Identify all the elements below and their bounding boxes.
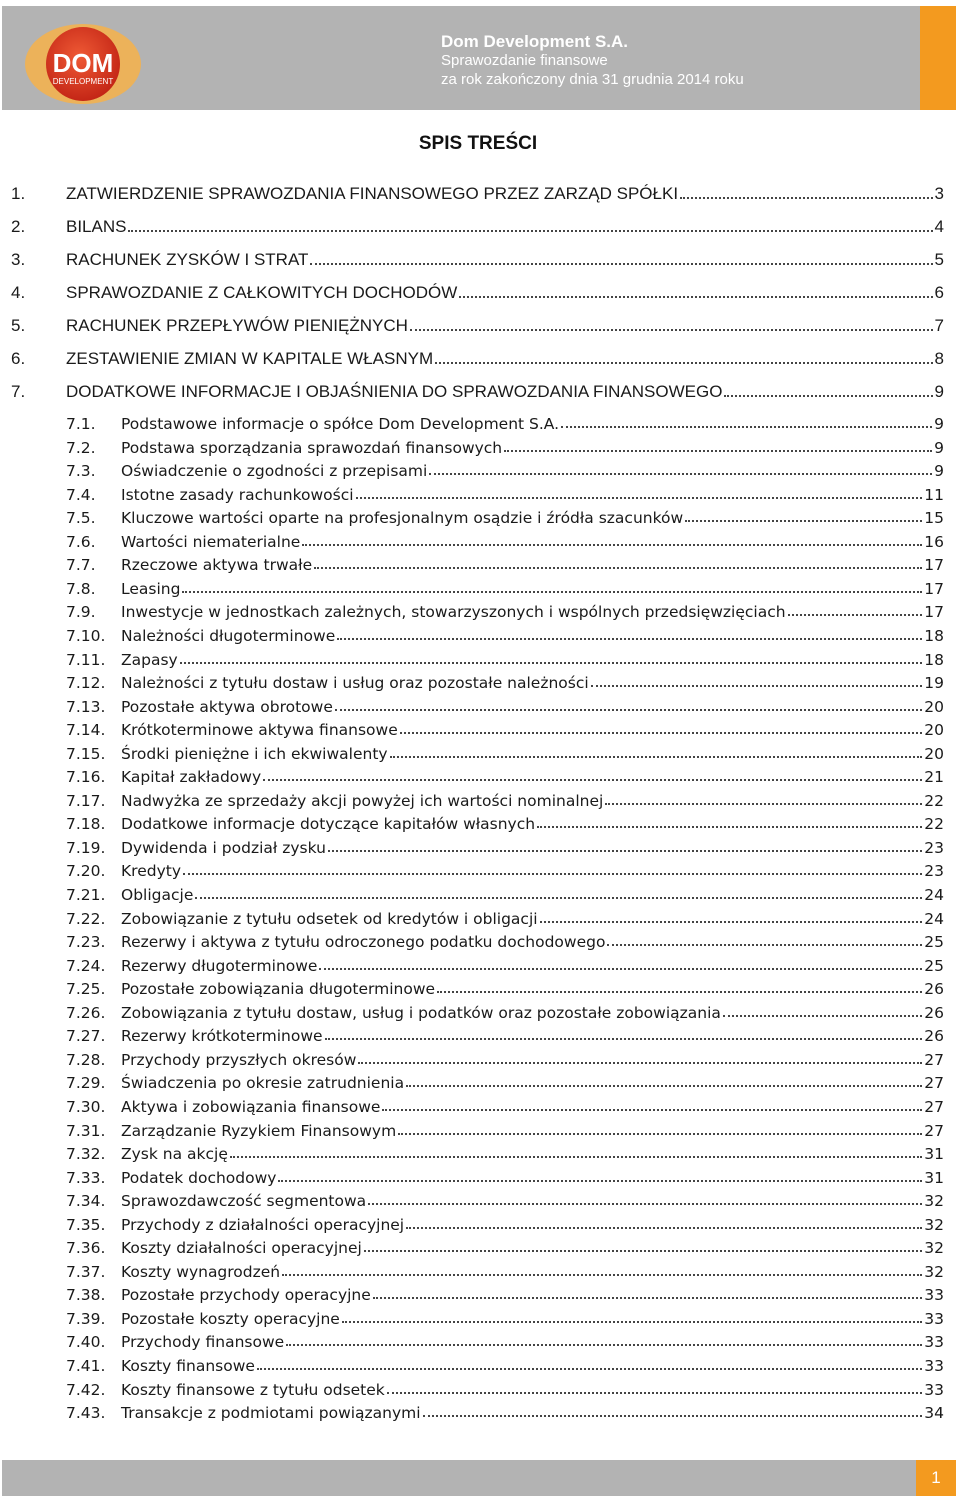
- toc-entry-label: Kredyty: [121, 862, 181, 881]
- toc-entry-number: 7.11.: [66, 650, 106, 669]
- toc-dot-leader: [591, 683, 923, 687]
- toc-entry-number: 7.37.: [66, 1262, 106, 1281]
- toc-entry-page: 8: [934, 349, 944, 368]
- toc-entry[interactable]: [11, 316, 944, 336]
- toc-entry-number: 7.43.: [66, 1404, 106, 1423]
- svg-text:DEVELOPMENT: DEVELOPMENT: [52, 77, 114, 86]
- toc-entry-page: 17: [924, 556, 944, 575]
- toc-entry-label: Pozostałe zobowiązania długoterminowe: [121, 980, 436, 999]
- toc-entry-number: 7.20.: [66, 862, 106, 881]
- toc-dot-leader: [429, 471, 932, 475]
- toc-entry-label: ZESTAWIENIE ZMIAN W KAPITALE WŁASNYM: [66, 349, 434, 368]
- toc-entry[interactable]: [66, 627, 944, 645]
- toc-dot-leader: [459, 294, 932, 298]
- toc-entry-page: 23: [924, 838, 944, 857]
- toc-entry[interactable]: [66, 1310, 944, 1328]
- toc-entry-number: 7.33.: [66, 1168, 106, 1187]
- toc-entry-page: 17: [924, 579, 944, 598]
- toc-entry-label: Dodatkowe informacje dotyczące kapitałów własnych: [121, 815, 536, 834]
- toc-entry-label: Transakcje z podmiotami powiązanymi: [121, 1404, 421, 1423]
- toc-entry-number: 7.21.: [66, 886, 106, 904]
- toc-dot-leader: [195, 895, 922, 899]
- toc-entry-label: Środki pieniężne i ich ekwiwalenty: [121, 744, 388, 763]
- toc-entry[interactable]: [66, 768, 944, 786]
- toc-entry[interactable]: [11, 217, 944, 237]
- toc-entry[interactable]: [66, 603, 944, 621]
- toc-dot-leader: [390, 754, 923, 758]
- toc-entry-number: 7.26.: [66, 1003, 106, 1022]
- toc-dot-leader: [387, 1390, 923, 1394]
- toc-entry-number: 7.23.: [66, 933, 106, 952]
- toc-dot-leader: [364, 1248, 922, 1252]
- toc-entry-number: 7.10.: [66, 626, 106, 645]
- toc-entry-label: Rzeczowe aktywa trwałe: [121, 556, 313, 575]
- toc-entry-page: 22: [924, 791, 944, 810]
- toc-dot-leader: [605, 801, 922, 805]
- toc-entry-label: Rezerwy i aktywa z tytułu odroczonego podatku dochodowego: [121, 933, 606, 952]
- toc-entry-label: Nadwyżka ze sprzedaży akcji powyżej ich wartości nominalnej: [121, 791, 604, 810]
- toc-entry[interactable]: [66, 721, 944, 739]
- toc-dot-leader: [788, 612, 923, 616]
- toc-entry-page: 9: [934, 382, 944, 401]
- toc-entry-number: 7.3.: [66, 462, 96, 481]
- toc-entry-page: 11: [924, 485, 944, 504]
- toc-entry-number: 7.4.: [66, 485, 96, 504]
- toc-entry-number: 7.18.: [66, 815, 106, 834]
- toc-entry[interactable]: [66, 1027, 944, 1045]
- document-type: Sprawozdanie finansowe: [441, 52, 608, 69]
- toc-dot-leader: [400, 730, 923, 734]
- toc-entry-page: 33: [924, 1380, 944, 1399]
- toc-entry-page: 25: [924, 933, 944, 952]
- toc-entry-page: 33: [924, 1357, 944, 1375]
- toc-entry-label: Zobowiązanie z tytułu odsetek od kredytów i obligacji: [121, 909, 538, 928]
- toc-entry[interactable]: [11, 184, 944, 204]
- toc-entry-label: Rezerwy krótkoterminowe: [121, 1027, 323, 1046]
- toc-entry-page: 24: [924, 886, 944, 904]
- toc-dot-leader: [314, 565, 922, 569]
- toc-dot-leader: [342, 1319, 922, 1323]
- toc-entry[interactable]: [11, 382, 944, 402]
- toc-entry[interactable]: [66, 1216, 944, 1234]
- toc-entry[interactable]: [66, 1404, 944, 1422]
- toc-entry-label: RACHUNEK ZYSKÓW I STRAT: [66, 250, 309, 269]
- toc-entry-number: 7.40.: [66, 1333, 106, 1352]
- svg-text:DOM: DOM: [52, 48, 114, 78]
- header-accent-bar: [920, 6, 956, 110]
- toc-dot-leader: [310, 261, 932, 265]
- toc-entry-number: 7.24.: [66, 956, 106, 975]
- toc-entry-number: 1.: [11, 184, 26, 203]
- toc-entry-page: 32: [924, 1239, 944, 1258]
- toc-entry-number: 7.19.: [66, 838, 106, 857]
- toc-entry-page: 25: [924, 956, 944, 975]
- toc-dot-leader: [302, 542, 922, 546]
- toc-entry-page: 9: [934, 415, 944, 433]
- toc-entry-label: Świadczenia po okresie zatrudnienia: [121, 1074, 405, 1093]
- toc-entry[interactable]: [66, 556, 944, 574]
- toc-dot-leader: [278, 1178, 922, 1182]
- toc-entry[interactable]: [66, 651, 944, 669]
- toc-entry[interactable]: [66, 910, 944, 928]
- toc-dot-leader: [325, 1036, 923, 1040]
- toc-dot-leader: [410, 327, 933, 331]
- toc-entry[interactable]: [66, 1286, 944, 1304]
- toc-dot-leader: [685, 518, 922, 522]
- toc-entry-label: Pozostałe przychody operacyjne: [121, 1286, 371, 1305]
- toc-entry[interactable]: [66, 792, 944, 810]
- toc-entry-label: Krótkoterminowe aktywa finansowe: [121, 721, 398, 740]
- toc-entry-label: Koszty wynagrodzeń: [121, 1262, 281, 1281]
- toc-entry-page: 33: [924, 1333, 944, 1352]
- toc-entry-page: 27: [924, 1097, 944, 1116]
- toc-entry-label: Dywidenda i podział zysku: [121, 838, 326, 857]
- toc-entry-label: Leasing: [121, 579, 181, 598]
- toc-dot-leader: [230, 1154, 922, 1158]
- toc-entry[interactable]: [11, 349, 944, 369]
- toc-entry-number: 4.: [11, 283, 26, 302]
- toc-entry-page: 9: [934, 462, 944, 481]
- toc-entry-page: 24: [924, 909, 944, 928]
- toc-entry-label: Pozostałe koszty operacyjne: [121, 1309, 340, 1328]
- toc-dot-leader: [286, 1342, 922, 1346]
- page-header: [2, 6, 956, 110]
- toc-entry-label: Przychody z działalności operacyjnej: [121, 1215, 405, 1234]
- toc-dot-leader: [358, 1060, 922, 1064]
- toc-entry-label: Obligacje: [121, 886, 194, 904]
- toc-entry-label: RACHUNEK PRZEPŁYWÓW PIENIĘŻNYCH: [66, 316, 408, 335]
- toc-dot-leader: [435, 360, 932, 364]
- toc-entry[interactable]: [66, 486, 944, 504]
- toc-entry[interactable]: [66, 980, 944, 998]
- toc-entry-label: Sprawozdawczość segmentowa: [121, 1192, 367, 1211]
- toc-entry[interactable]: [66, 1145, 944, 1163]
- toc-entry-label: Koszty finansowe z tytułu odsetek: [121, 1380, 385, 1399]
- toc-dot-leader: [540, 919, 923, 923]
- toc-entry-number: 7.29.: [66, 1074, 106, 1093]
- toc-entry[interactable]: [66, 1381, 944, 1399]
- toc-dot-leader: [437, 989, 922, 993]
- toc-entry[interactable]: [66, 1074, 944, 1092]
- toc-dot-leader: [356, 495, 923, 499]
- toc-entry-number: 7.34.: [66, 1192, 106, 1211]
- toc-entry[interactable]: [66, 533, 944, 551]
- toc-entry-number: 5.: [11, 316, 26, 335]
- toc-entry-number: 7.38.: [66, 1286, 106, 1305]
- toc-entry-label: Rezerwy długoterminowe: [121, 956, 318, 975]
- toc-dot-leader: [406, 1225, 922, 1229]
- toc-dot-leader: [182, 589, 922, 593]
- toc-dot-leader: [504, 448, 932, 452]
- header-text: [441, 32, 744, 89]
- toc-entry-page: 4: [934, 217, 944, 236]
- toc-entry-page: 31: [924, 1145, 944, 1164]
- toc-entry-label: Zapasy: [121, 650, 178, 669]
- toc-entry[interactable]: [66, 839, 944, 857]
- toc-entry-label: Pozostałe aktywa obrotowe: [121, 697, 333, 716]
- toc-entry-number: 7.8.: [66, 579, 96, 598]
- toc-entry-number: 7.17.: [66, 791, 106, 810]
- toc-entry-page: 27: [924, 1050, 944, 1069]
- toc-entry[interactable]: [66, 509, 944, 527]
- toc-dot-leader: [561, 424, 932, 428]
- toc-entry[interactable]: [66, 462, 944, 480]
- toc-entry-number: 7.14.: [66, 721, 106, 740]
- toc-dot-leader: [382, 1107, 922, 1111]
- toc-dot-leader: [423, 1413, 923, 1417]
- toc-entry-page: 6: [934, 283, 944, 302]
- toc-entry-page: 32: [924, 1192, 944, 1211]
- toc-entry-label: ZATWIERDZENIE SPRAWOZDANIA FINANSOWEGO PRZEZ ZARZĄD SPÓŁKI: [66, 184, 679, 203]
- toc-dot-leader: [319, 966, 922, 970]
- toc-entry-label: Koszty działalności operacyjnej: [121, 1239, 362, 1258]
- toc-entry[interactable]: [66, 439, 944, 457]
- toc-entry-page: 31: [924, 1168, 944, 1187]
- toc-entry-label: DODATKOWE INFORMACJE I OBJAŚNIENIA DO SPRAWOZDANIA FINANSOWEGO: [66, 382, 723, 401]
- toc-entry[interactable]: [66, 415, 944, 433]
- toc-entry-label: Wartości niematerialne: [121, 532, 301, 551]
- toc-entry-page: 32: [924, 1262, 944, 1281]
- toc-entry[interactable]: [66, 1098, 944, 1116]
- toc-entry-number: 7.7.: [66, 556, 96, 575]
- toc-entry-number: 7.22.: [66, 909, 106, 928]
- toc-entry[interactable]: [66, 1333, 944, 1351]
- toc-entry-page: 20: [924, 721, 944, 740]
- toc-entry-label: Przychody finansowe: [121, 1333, 285, 1352]
- toc-entry-label: Inwestycje w jednostkach zależnych, stowarzyszonych i wspólnych przedsięwzięciach: [121, 603, 786, 622]
- toc-dot-leader: [183, 871, 922, 875]
- toc-entry-number: 6.: [11, 349, 26, 368]
- toc-dot-leader: [337, 636, 922, 640]
- toc-dot-leader: [282, 1272, 922, 1276]
- toc-entry-page: 9: [934, 438, 944, 457]
- toc-entry-label: Oświadczenie o zgodności z przepisami: [121, 462, 428, 481]
- toc-dot-leader: [368, 1201, 922, 1205]
- toc-entry-number: 7.30.: [66, 1097, 106, 1116]
- toc-entry-number: 7.15.: [66, 744, 106, 763]
- toc-entry-label: Kluczowe wartości oparte na profesjonalnym osądzie i źródła szacunków: [121, 509, 684, 528]
- toc-entry-page: 17: [924, 603, 944, 622]
- toc-entry-label: Zobowiązania z tytułu dostaw, usług i podatków oraz pozostałe zobowiązania: [121, 1003, 721, 1022]
- toc-entry-number: 7.5.: [66, 509, 96, 528]
- toc-entry-number: 7.41.: [66, 1357, 106, 1375]
- toc-entry[interactable]: [66, 698, 944, 716]
- toc-entry-page: 26: [924, 1003, 944, 1022]
- reporting-period: za rok zakończony dnia 31 grudnia 2014 roku: [441, 71, 744, 88]
- toc-entry-page: 7: [934, 316, 944, 335]
- toc-entry-number: 7.12.: [66, 674, 106, 693]
- toc-dot-leader: [406, 1083, 922, 1087]
- toc-dot-leader: [680, 195, 932, 199]
- toc-entry-number: 3.: [11, 250, 26, 269]
- toc-entry-label: Podatek dochodowy: [121, 1168, 277, 1187]
- toc-entry-page: 18: [924, 626, 944, 645]
- toc-entry-label: Zysk na akcję: [121, 1145, 228, 1164]
- toc-entry-number: 7.13.: [66, 697, 106, 716]
- toc-dot-leader: [180, 660, 923, 664]
- toc-entry[interactable]: [66, 933, 944, 951]
- toc-entry[interactable]: [66, 815, 944, 833]
- toc-entry[interactable]: [66, 862, 944, 880]
- toc-entry-page: 27: [924, 1074, 944, 1093]
- toc-entry[interactable]: [66, 1192, 944, 1210]
- toc-title: SPIS TREŚCI: [418, 133, 538, 154]
- toc-entry-page: 34: [924, 1404, 944, 1423]
- toc-dot-leader: [335, 707, 922, 711]
- toc-entry-label: Kapitał zakładowy: [121, 768, 262, 787]
- toc-entry-label: SPRAWOZDANIE Z CAŁKOWITYCH DOCHODÓW: [66, 283, 458, 302]
- toc-entry-number: 7.35.: [66, 1215, 106, 1234]
- toc-entry-label: Aktywa i zobowiązania finansowe: [121, 1097, 381, 1116]
- toc-entry[interactable]: [66, 674, 944, 692]
- toc-entry-page: 5: [934, 250, 944, 269]
- toc-entry-number: 7.: [11, 382, 26, 401]
- toc-entry-number: 7.9.: [66, 603, 96, 622]
- toc-entry-number: 7.42.: [66, 1380, 106, 1399]
- toc-entry-label: Należności z tytułu dostaw i usług oraz pozostałe należności: [121, 674, 589, 693]
- page-number: 1: [916, 1460, 956, 1496]
- toc-entry-page: 23: [924, 862, 944, 881]
- toc-entry-number: 7.28.: [66, 1050, 106, 1069]
- toc-entry-number: 7.36.: [66, 1239, 106, 1258]
- toc-entry-page: 3: [934, 184, 944, 203]
- toc-entry-page: 16: [924, 532, 944, 551]
- toc-dot-leader: [724, 393, 932, 397]
- toc-entry-page: 33: [924, 1309, 944, 1328]
- toc-dot-leader: [328, 848, 922, 852]
- toc-entry-page: 26: [924, 980, 944, 999]
- toc-entry-page: 15: [924, 509, 944, 528]
- toc-entry-page: 20: [924, 697, 944, 716]
- toc-entry-label: Przychody przyszłych okresów: [121, 1050, 357, 1069]
- toc-entry[interactable]: [11, 250, 944, 270]
- toc-entry-number: 7.32.: [66, 1145, 106, 1164]
- toc-entry-label: BILANS: [66, 217, 127, 236]
- toc-entry-number: 2.: [11, 217, 26, 236]
- toc-entry-page: 22: [924, 815, 944, 834]
- toc-entry-page: 26: [924, 1027, 944, 1046]
- toc-entry[interactable]: [66, 1169, 944, 1187]
- toc-entry-label: Zarządzanie Ryzykiem Finansowym: [121, 1121, 397, 1140]
- toc-entry-number: 7.6.: [66, 532, 96, 551]
- toc-entry[interactable]: [66, 1263, 944, 1281]
- toc-dot-leader: [128, 228, 932, 232]
- toc-entry-label: Koszty finansowe: [121, 1357, 255, 1375]
- toc-entry-page: 27: [924, 1121, 944, 1140]
- toc-dot-leader: [263, 777, 922, 781]
- toc-entry[interactable]: [66, 1357, 944, 1375]
- toc-entry[interactable]: [66, 580, 944, 598]
- toc-entry-page: 32: [924, 1215, 944, 1234]
- toc-entry-number: 7.25.: [66, 980, 106, 999]
- toc-entry-number: 7.39.: [66, 1309, 106, 1328]
- toc-entry[interactable]: [66, 1004, 944, 1022]
- toc-entry[interactable]: [66, 1051, 944, 1069]
- toc-entry[interactable]: [11, 283, 944, 303]
- toc-dot-leader: [607, 942, 922, 946]
- toc-entry-number: 7.31.: [66, 1121, 106, 1140]
- toc-entry-page: 21: [924, 768, 944, 787]
- toc-dot-leader: [537, 824, 922, 828]
- toc-entry-label: Należności długoterminowe: [121, 626, 336, 645]
- toc-entry[interactable]: [66, 957, 944, 975]
- toc-entry-page: 33: [924, 1286, 944, 1305]
- toc-dot-leader: [723, 1013, 922, 1017]
- toc-dot-leader: [398, 1131, 922, 1135]
- toc-entry[interactable]: [66, 745, 944, 763]
- toc-entry-page: 20: [924, 744, 944, 763]
- toc-entry-number: 7.1.: [66, 415, 96, 433]
- toc-entry[interactable]: [66, 1122, 944, 1140]
- toc-entry-page: 19: [924, 674, 944, 693]
- toc-dot-leader: [257, 1366, 922, 1370]
- toc-entry-page: 18: [924, 650, 944, 669]
- dom-development-logo: [20, 20, 146, 108]
- toc-entry-label: Podstawa sporządzania sprawozdań finansowych: [121, 438, 503, 457]
- toc-entry-number: 7.16.: [66, 768, 106, 787]
- toc-entry-number: 7.27.: [66, 1027, 106, 1046]
- toc-dot-leader: [373, 1295, 922, 1299]
- toc-entry[interactable]: [66, 1239, 944, 1257]
- toc-entry-label: Istotne zasady rachunkowości: [121, 485, 354, 504]
- company-name: Dom Development S.A.: [441, 32, 629, 51]
- toc-entry-number: 7.2.: [66, 438, 96, 457]
- page-footer: [2, 1460, 956, 1496]
- toc-entry-label: Podstawowe informacje o spółce Dom Development S.A.: [121, 415, 560, 433]
- toc-entry[interactable]: [66, 886, 944, 904]
